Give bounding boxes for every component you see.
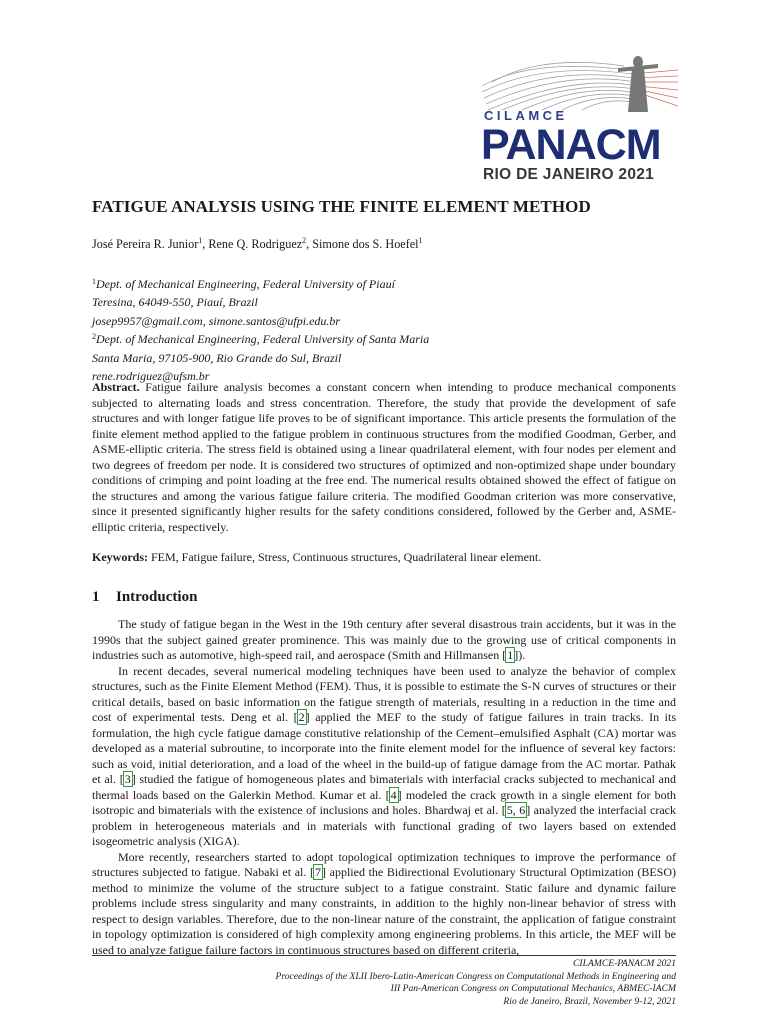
body-paragraph: The study of fatigue began in the West in the 19th century after several disastrous train accidents, but it was in the 1990s that the subject gained greater prominence. This was mainly due to the growing use of critical components in industries such as automotive, high-speed rail, and aerospace (Smith and Hillmansen [1]). [92, 617, 676, 662]
body-paragraph: In recent decades, several numerical modeling techniques have been used to analyze the behavior of complex structures, such as the Finite Element Method (FEM). Thus, it is possible to estimate the S-N curves of structures or their critical details, based on basic information on the fatigue strength of materials, resulting in a reduction in the time and cost of experimental tests. Deng et al. [2] applied the MEF to the study of fatigue failures in train tracks. In its formulation, the high cycle fatigue damage constitutive relationship of the Cement–emulsified Asphalt (CA) mortar was developed as a material subroutine, to incorporate into the finite element model for the influence of several key factors: such as void, initial deterioration, and a load of the wheel in the build-up of fatigue damage from the AC mortar. Pathak et al. [3] studied the fatigue of homogeneous plates and bimaterials with interfacial cracks subjected to mechanical and thermal loads based on the Galerkin Method. Kumar et al. [4] modeled the crack growth in a single element for both isotropic and bimaterials with the existence of inclusions and holes. Bhardwaj et al. [5, 6] analyzed the interfacial crack problem in heterogeneous materials and in materials with functional grading of two layers based on extended isogeometric analysis (XIGA). [92, 663, 677, 848]
paragraph-text: In recent decades, several numerical modeling techniques have been used to analyze the behavior of complex structures, such as the Finite Element Method (FEM). Thus, it is possible to estimate the S-N curves of structures or their critical details, based on basic information on the fatigue strength of materials, resulting in a reduction in the time and cost of experimental tests. Deng et al. [92, 663, 676, 724]
author-name: José Pereira R. Junior [92, 237, 199, 251]
keywords [92, 550, 541, 565]
author-list [92, 236, 423, 252]
affiliation-text: josep9957@gmail.com, simone.santos@ufpi.edu.br [92, 313, 341, 328]
affiliation-text: Teresina, 64049-550, Piauí, Brazil [92, 295, 258, 310]
body-paragraph: More recently, researchers started to adopt topological optimization techniques to improve the performance of structures subjected to fatigue. Nabaki et al. [7] applied the Bidirectional Evolutionary Structural Optimization (BESO) method to minimize the volume of the structure subject to a fatigue constraint. Static failure and dynamic failure problems include stress singularity and many constraints, in addition to the highly non-linear behavior of stress with respect to design variables. Therefore, due to the non-linear nature of the constraint, the application of fatigue constraint in topology optimization is considered of high complexity among engineering problems. In this article, the MEF will be used to analyze fatigue failure factors in continuous structures based on different criteria, [92, 849, 676, 957]
paragraph-text: The study of fatigue began in the West in the 19th century after several disastrous train accidents, but it was in the 1990s that the subject gained greater prominence. This was mainly due to the growing use of critical components in industries such as automotive, high-speed rail, and aerospace (Smith and Hillmansen [92, 617, 676, 662]
keywords-label: Keywords: [92, 550, 148, 564]
logo-panacm-text: PANACM [481, 121, 661, 169]
paragraph-text: modeled the crack growth in a single element for both isotropic and bimaterials with the existence of inclusions and holes. Bhardwaj et al. [92, 787, 676, 817]
affiliation-mark: 1 [92, 277, 96, 286]
paragraph-text: applied the MEF to the study of fatigue failures in train tracks. In its formulation, the high cycle fatigue damage constitutive relationship of the Cement–emulsified Asphalt (CA) mortar was developed as a material subroutine, to incorporate into the finite element model for the influence of several key factors: such as void, initial deterioration, and a load of the wheel in the build-up of fatigue damage from the AC mortar. Pathak et al. [92, 710, 676, 786]
affiliation-text: Dept. of Mechanical Engineering, Federal University of Piauí [96, 277, 395, 291]
affiliation-line [92, 292, 429, 310]
affiliation-line [92, 274, 429, 292]
statue-cables-graphic [482, 52, 678, 112]
paragraph-text: ). [518, 648, 526, 662]
paragraph-text: More recently, researchers started to adopt topological optimization techniques to improve the performance of structures subjected to fatigue. Nabaki et al. [92, 849, 676, 879]
footer-divider [92, 955, 676, 956]
abstract [92, 380, 676, 535]
abstract-text: Fatigue failure analysis becomes a constant concern when intending to produce mechanical components subjected to alternating loads and stress concentration. Therefore, the study that provide the development of safe structures and with longer fatigue life proves to be of significant importance. This article presents the formulation of the finite element method applied to the fatigue problem in continuous structures from the modified Goodman, Gerber, and ASME-elliptic criteria. The stress field is obtained using a linear quadrilateral element, with four nodes per element and two degrees of freedom per node. It is considered two structures of optimized and non-optimized shape under boundary conditions of crimping and point loading at the free end. The numerical results obtained showed the effect of fatigue on the structures and among the various fatigue failure criteria. The modified Goodman criterion was more conservative, since it presented significantly higher results for the safety conditions considered, followed by the Gerber and, ASME-elliptic criteria, respectively. [92, 380, 676, 534]
page-footer [92, 958, 676, 1008]
paragraph-text: studied the fatigue of homogeneous plates and bimaterials with interfacial cracks subjected to mechanical and thermal loads based on the Galerkin Method. Kumar et al. [92, 772, 676, 802]
author-affiliation-mark: 2 [302, 236, 307, 245]
affiliation-text: Dept. of Mechanical Engineering, Federal University of Santa Maria [96, 332, 430, 347]
footer-line: III Pan-American Congress on Computational Mechanics, ABMEC-IACM [390, 983, 676, 994]
citation-link[interactable]: 4 [390, 787, 397, 802]
citation-link[interactable]: 7 [315, 865, 321, 879]
conference-logo [482, 52, 678, 187]
footer-line: CILAMCE-PANACM 2021 [573, 958, 676, 969]
logo-city-year-text: RIO DE JANEIRO 2021 [483, 166, 655, 183]
author-affiliation-mark: 1 [198, 236, 203, 245]
affiliation-line [92, 348, 429, 366]
affiliation-line [92, 311, 429, 329]
section-number: 1 [92, 589, 100, 605]
introduction-body [92, 617, 676, 958]
citation-link[interactable]: 3 [124, 772, 131, 786]
footer-line: Proceedings of the XLII Ibero-Latin-American Congress on Computational Methods in Engineering and [275, 970, 676, 982]
citation-link[interactable]: 5, 6 [506, 803, 526, 817]
citation-link[interactable]: 1 [507, 648, 514, 662]
paper-title: FATIGUE ANALYSIS USING THE FINITE ELEMENT METHOD [92, 197, 591, 216]
citation-link[interactable]: 2 [298, 710, 305, 724]
paragraph-text: applied the Bidirectional Evolutionary Structural Optimization (BESO) method to minimize the volume of the structure subject to a fatigue constraint. Static failure and dynamic failure problems include stress singularity and many constraints, in addition to the highly non-linear behavior of stress with respect to design variables. Therefore, due to the non-linear nature of the constraint, the application of fatigue constraint in topology optimization is considered of high complexity among engineering problems. In this article, the MEF will be used to analyze fatigue failure factors in continuous structures based on different criteria, [92, 865, 676, 957]
section-title: Introduction [116, 589, 198, 605]
affiliation-text: Santa Maria, 97105-900, Rio Grande do Sul, Brazil [92, 350, 342, 365]
author-name: Simone dos S. Hoefel [312, 237, 419, 251]
abstract-label: Abstract. [92, 380, 140, 394]
author-separator: , [306, 237, 313, 251]
affiliation-text: rene.rodriguez@ufsm.br [92, 369, 210, 384]
section-heading [92, 589, 197, 606]
author-name: Rene Q. Rodriguez [208, 237, 303, 251]
author-affiliation-mark: 1 [418, 236, 423, 245]
affiliation-mark: 2 [92, 332, 96, 342]
keywords-text: FEM, Fatigue failure, Stress, Continuous structures, Quadrilateral linear element. [148, 550, 542, 564]
author-separator: , [202, 237, 209, 251]
footer-line: Rio de Janeiro, Brazil, November 9-12, 2021 [503, 995, 676, 1007]
affiliation-line [92, 329, 429, 347]
logo-cilamce-text: CILAMCE [484, 108, 568, 123]
paragraph-text: analyzed the interfacial crack problem in heterogeneous materials and in materials with functional grading of two layers based on extended isogeometric analysis (XIGA). [92, 803, 677, 848]
affiliations [92, 274, 429, 384]
